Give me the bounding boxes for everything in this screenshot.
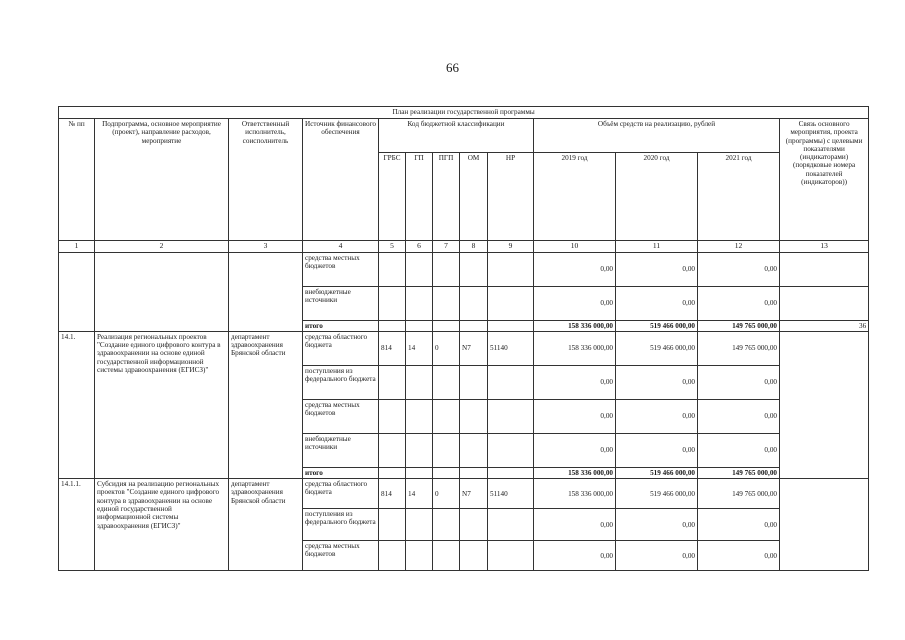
col-number: 13 [780,241,869,253]
col-number: 6 [406,241,433,253]
col-number: 11 [616,241,698,253]
header-om: ОМ [460,153,488,241]
source-cell: средства местных бюджетов [303,541,379,571]
value-2019: 158 336 000,00 [534,331,616,365]
col-number: 10 [534,241,616,253]
value-2019: 0,00 [534,365,616,399]
row-number: 14.1. [59,331,95,478]
indicator-link: 36 [780,320,869,331]
col-number: 7 [433,241,460,253]
header-no: № пп [59,119,95,241]
code-grbs: 814 [379,479,406,509]
header-nr: НР [488,153,534,241]
value-2021: 149 765 000,00 [698,331,780,365]
value-2020: 0,00 [616,541,698,571]
total-2021: 149 765 000,00 [698,467,780,478]
row-number: 14.1.1. [59,479,95,571]
source-cell: поступления из федерального бюджета [303,365,379,399]
value-2020: 0,00 [616,252,698,286]
header-link: Связь основного мероприятия, проекта (программы) с целевыми показателями (индикаторами) (порядковые номера показателей (индикаторов)) [780,119,869,241]
total-2019: 158 336 000,00 [534,467,616,478]
activity-name: Субсидия на реализацию региональных проектов "Создание единого цифрового контура в здравоохранении на основе единой государственной информационной системы здравоохранения (ЕГИСЗ)" [95,479,229,571]
header-2020: 2020 год [616,153,698,241]
code-nr: 51140 [488,479,534,509]
value-2021: 0,00 [698,433,780,467]
col-number: 3 [229,241,303,253]
source-cell: поступления из федерального бюджета [303,509,379,541]
table-caption: План реализации государственной программы [59,107,869,119]
value-2020: 519 466 000,00 [616,479,698,509]
value-2021: 0,00 [698,541,780,571]
header-2019: 2019 год [534,153,616,241]
source-cell: средства областного бюджета [303,479,379,509]
code-om: N7 [460,331,488,365]
col-number: 9 [488,241,534,253]
table-row [59,252,869,286]
executor-cell: департамент здравоохранения Брянской области [229,479,303,571]
code-nr: 51140 [488,331,534,365]
header-code-group: Код бюджетной классификации [379,119,534,153]
col-number: 4 [303,241,379,253]
source-cell: внебюджетные источники [303,433,379,467]
page-number: 66 [446,60,459,75]
value-2020: 0,00 [616,286,698,320]
header-pgp: ПГП [433,153,460,241]
executor-cell: департамент здравоохранения Брянской области [229,331,303,478]
code-gp: 14 [406,331,433,365]
value-2021: 0,00 [698,399,780,433]
code-pgp: 0 [433,331,460,365]
activity-name: Реализация региональных проектов "Создание единого цифрового контура в здравоохранении на основе единой государственной информационной системы здравоохранения (ЕГИСЗ)" [95,331,229,478]
value-2020: 0,00 [616,509,698,541]
value-2019: 0,00 [534,541,616,571]
code-gp: 14 [406,479,433,509]
code-pgp: 0 [433,479,460,509]
value-2021: 0,00 [698,252,780,286]
col-number: 8 [460,241,488,253]
value-2020: 519 466 000,00 [616,331,698,365]
header-source: Источник финансового обеспечения [303,119,379,241]
total-2019: 158 336 000,00 [534,320,616,331]
source-cell: средства местных бюджетов [303,399,379,433]
table-row [59,331,869,365]
source-cell: средства местных бюджетов [303,252,379,286]
total-label: итого [303,467,379,478]
code-grbs: 814 [379,331,406,365]
header-grbs: ГРБС [379,153,406,241]
col-number: 2 [95,241,229,253]
total-2020: 519 466 000,00 [616,320,698,331]
col-number: 12 [698,241,780,253]
source-cell: внебюджетные источники [303,286,379,320]
header-2021: 2021 год [698,153,780,241]
value-2021: 0,00 [698,286,780,320]
header-subprogram: Подпрограмма, основное мероприятие (проект), направление расходов, мероприятие [95,119,229,241]
value-2019: 0,00 [534,433,616,467]
value-2019: 0,00 [534,509,616,541]
value-2021: 0,00 [698,365,780,399]
value-2020: 0,00 [616,399,698,433]
value-2021: 149 765 000,00 [698,479,780,509]
header-gp: ГП [406,153,433,241]
value-2019: 0,00 [534,286,616,320]
total-2020: 519 466 000,00 [616,467,698,478]
value-2021: 0,00 [698,509,780,541]
code-om: N7 [460,479,488,509]
table-row [59,479,869,509]
total-label: итого [303,320,379,331]
value-2019: 0,00 [534,399,616,433]
col-number: 5 [379,241,406,253]
total-2021: 149 765 000,00 [698,320,780,331]
value-2019: 158 336 000,00 [534,479,616,509]
value-2020: 0,00 [616,365,698,399]
header-volume-group: Объём средств на реализацию, рублей [534,119,780,153]
col-number: 1 [59,241,95,253]
program-plan-table [58,106,869,571]
value-2019: 0,00 [534,252,616,286]
source-cell: средства областного бюджета [303,331,379,365]
header-executor: Ответственный исполнитель, соисполнитель [229,119,303,241]
value-2020: 0,00 [616,433,698,467]
